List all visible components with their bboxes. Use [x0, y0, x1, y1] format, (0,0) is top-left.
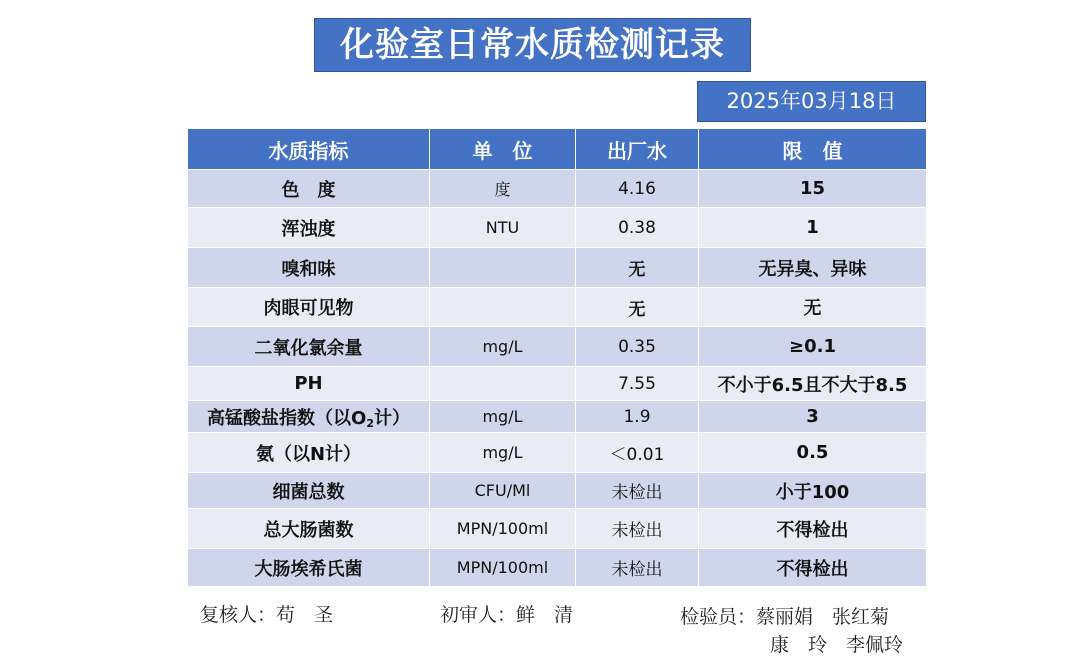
- header-outlet-water: 出厂水: [576, 129, 699, 170]
- value-cell: 0.38: [576, 208, 699, 248]
- value-cell: 0.35: [576, 327, 699, 367]
- oxygen-subscript: 2: [366, 416, 374, 430]
- header-limit: 限 值: [699, 129, 927, 170]
- page-title: 化验室日常水质检测记录: [314, 18, 751, 72]
- table-row: [188, 401, 927, 433]
- unit-cell: [430, 288, 576, 327]
- value-cell: 7.55: [576, 367, 699, 401]
- indicator-name: 大肠埃希氏菌: [188, 549, 430, 587]
- unit-cell: mg/L: [430, 401, 576, 433]
- table-header-row: [188, 129, 927, 170]
- unit-cell: [430, 248, 576, 288]
- unit-cell: NTU: [430, 208, 576, 248]
- limit-cell: 无异臭、异味: [699, 248, 927, 288]
- unit-cell: MPN/100ml: [430, 509, 576, 549]
- value-cell: 无: [576, 248, 699, 288]
- indicator-name: 嗅和味: [188, 248, 430, 288]
- value-cell: 无: [576, 288, 699, 327]
- limit-cell: 小于100: [699, 473, 927, 509]
- indicator-name: 肉眼可见物: [188, 288, 430, 327]
- value-cell: 未检出: [576, 549, 699, 587]
- inspectors-line-2: 康 玲 李佩玲: [770, 634, 904, 656]
- record-date: 2025年03月18日: [697, 81, 926, 122]
- unit-cell: MPN/100ml: [430, 549, 576, 587]
- reviewer-signature: 复核人：苟 圣: [200, 604, 334, 626]
- unit-cell: 度: [430, 170, 576, 208]
- table-row: [188, 327, 927, 367]
- table-row: [188, 549, 927, 587]
- value-cell: 未检出: [576, 509, 699, 549]
- unit-cell: mg/L: [430, 433, 576, 473]
- indicator-name-main: 高锰酸盐指数（以O: [207, 407, 367, 429]
- inspectors-line-1: 检验员：蔡丽娟 张红菊: [680, 606, 890, 628]
- limit-cell: 3: [699, 401, 927, 433]
- indicator-name: 浑浊度: [188, 208, 430, 248]
- limit-cell: 15: [699, 170, 927, 208]
- indicator-name: 二氧化氯余量: [188, 327, 430, 367]
- table-row: [188, 473, 927, 509]
- limit-cell: 0.5: [699, 433, 927, 473]
- table-row: [188, 367, 927, 401]
- indicator-name: [188, 401, 430, 433]
- limit-cell: ≥0.1: [699, 327, 927, 367]
- water-quality-table: [187, 128, 927, 587]
- limit-cell: 不小于6.5且不大于8.5: [699, 367, 927, 401]
- value-cell: 1.9: [576, 401, 699, 433]
- indicator-name-suffix: 计）: [373, 407, 410, 429]
- table-row: [188, 433, 927, 473]
- unit-cell: mg/L: [430, 327, 576, 367]
- table-row: [188, 288, 927, 327]
- header-unit: 单 位: [430, 129, 576, 170]
- value-cell: 未检出: [576, 473, 699, 509]
- limit-cell: 无: [699, 288, 927, 327]
- limit-cell: 不得检出: [699, 549, 927, 587]
- limit-cell: 1: [699, 208, 927, 248]
- indicator-name: 氨（以N计）: [188, 433, 430, 473]
- unit-cell: [430, 367, 576, 401]
- first-reviewer-signature: 初审人：鲜 清: [440, 604, 574, 626]
- unit-cell: CFU/Ml: [430, 473, 576, 509]
- table-row: [188, 170, 927, 208]
- table-row: [188, 248, 927, 288]
- indicator-name: 总大肠菌数: [188, 509, 430, 549]
- indicator-name: PH: [188, 367, 430, 401]
- value-cell: 4.16: [576, 170, 699, 208]
- header-indicator: 水质指标: [188, 129, 430, 170]
- value-cell: ＜0.01: [576, 433, 699, 473]
- table-row: [188, 208, 927, 248]
- indicator-name: 色 度: [188, 170, 430, 208]
- table-row: [188, 509, 927, 549]
- limit-cell: 不得检出: [699, 509, 927, 549]
- indicator-name: 细菌总数: [188, 473, 430, 509]
